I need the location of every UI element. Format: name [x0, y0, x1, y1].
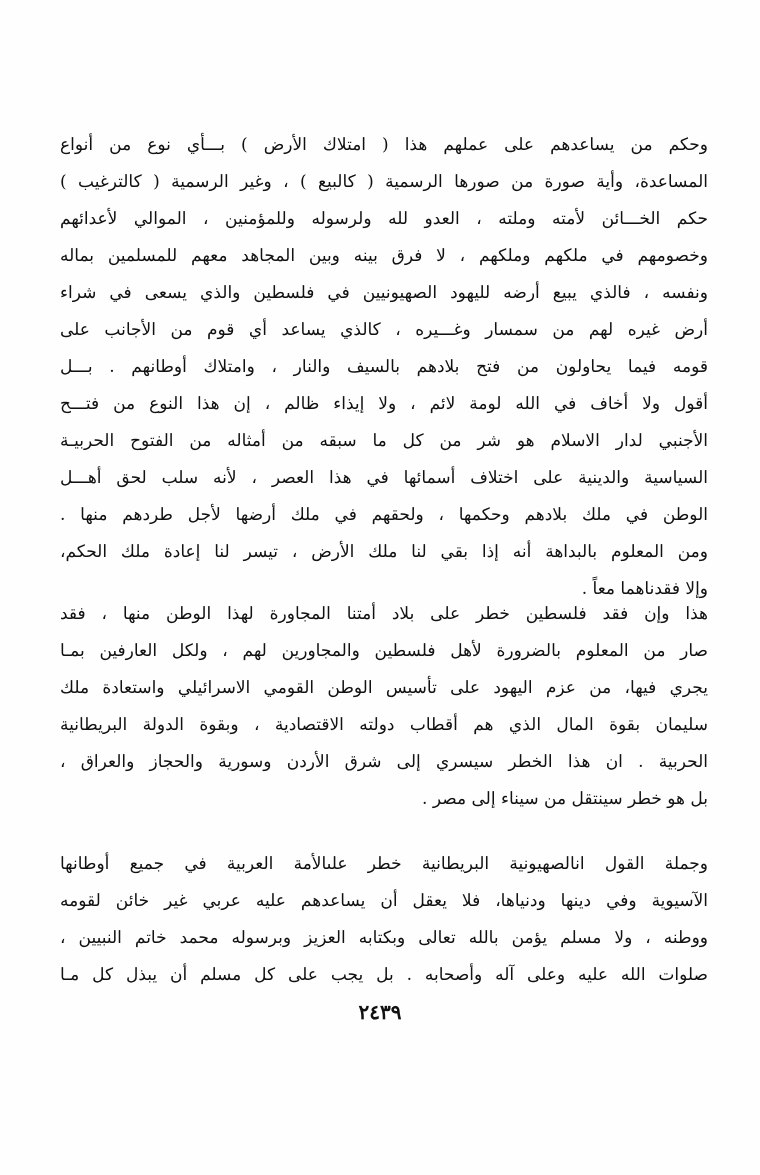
text-line: صار من المعلوم بالضرورة لأهل فلسطين والمجاورين لهم ، ولكل العارفين بمـا	[60, 641, 708, 661]
text-line: ومن المعلوم بالبداهة أنه إذا بقي لنا ملك الأرض ، تيسر لنا إعادة ملك الحكم،	[60, 542, 708, 562]
text-line: المساعدة، وأية صورة من صورها الرسمية ( كالبيع ) ، وغير الرسمية ( كالترغيب )	[60, 172, 708, 192]
text-line: وحكم من يساعدهم على عملهم هذا ( امتلاك الأرض ) بـــأي نوع من أنواع	[60, 135, 708, 155]
text-line: هذا وإن فقد فلسطين خطر على بلاد أمتنا المجاورة لهذا الوطن منها ، فقد	[60, 604, 708, 624]
text-line: أقول ولا أخاف في الله لومة لائم ، ولا إيذاء ظالم ، إن هذا النوع من فتـــح	[60, 394, 708, 414]
paragraph-1	[60, 127, 708, 608]
text-line: وإلا فقدناهما معاً .	[581, 579, 708, 599]
text-line: الآسيوية وفي دينها ودنياها، فلا يعقل أن يساعدهم عليه عربي غير خائن لقومه	[60, 891, 708, 911]
text-line: سليمان بقوة المال الذي هم أقطاب دولته الاقتصادية ، وبقوة الدولة البريطانية	[60, 715, 708, 735]
text-line: الوطن في ملك بلادهم وحكمها ، ولحقهم في ملك أرضها لأجل طردهم منها .	[60, 505, 708, 525]
text-line: وخصومهم في ملكهم وملكهم ، لا فرق بينه وبين المجاهد معهم للمسلمين بماله	[60, 246, 708, 266]
text-line: قومه فيما يحاولون من فتح بلادهم بالسيف والنار ، وامتلاك أوطانهم . بـــل	[60, 357, 708, 377]
text-line: بل هو خطر سينتقل من سيناء إلى مصر .	[422, 789, 708, 809]
text-line: ونفسه ، فالذي يبيع أرضه لليهود الصهيونيين في فلسطين والذي يسعى في شراء	[60, 283, 708, 303]
text-line: حكم الخـــائن لأمته وملته ، العدو لله ولرسوله وللمؤمنين ، الموالي لأعدائهم	[60, 209, 708, 229]
text-line: السياسية والدينية على اختلاف أسمائها في هذا العصر ، لأنه سلب لحق أهـــل	[60, 468, 708, 488]
text-line: ووطنه ، ولا مسلم يؤمن بالله تعالى وبكتابه العزيز وبرسوله محمد خاتم النبيين ،	[60, 928, 708, 948]
text-line: صلوات الله عليه وعلى آله وأصحابه . بل يجب على كل مسلم أن يبذل كل مـا	[60, 965, 708, 985]
text-line: الأجنبي لدار الاسلام هو شر من كل ما سبقه من أمثاله من الفتوح الحربيـة	[60, 431, 708, 451]
paragraph-2	[60, 596, 708, 818]
text-line: وجملة القول انالصهيونية البريطانية خطر علىالأمة العربية في جميع أوطانها	[60, 854, 708, 874]
paragraph-3	[60, 846, 708, 994]
text-line: الحربية . ان هذا الخطر سيسري إلى شرق الأردن وسورية والحجاز والعراق ،	[60, 752, 708, 772]
text-line: أرض غيره لهم من سمسار وغـــيره ، كالذي يساعد أي قوم من الأجانب على	[60, 320, 708, 340]
text-line: يجري فيها، من عزم اليهود على تأسيس الوطن القومي الاسرائيلي واستعادة ملك	[60, 678, 708, 698]
page-number: ٢٤٣٩	[358, 1000, 402, 1024]
